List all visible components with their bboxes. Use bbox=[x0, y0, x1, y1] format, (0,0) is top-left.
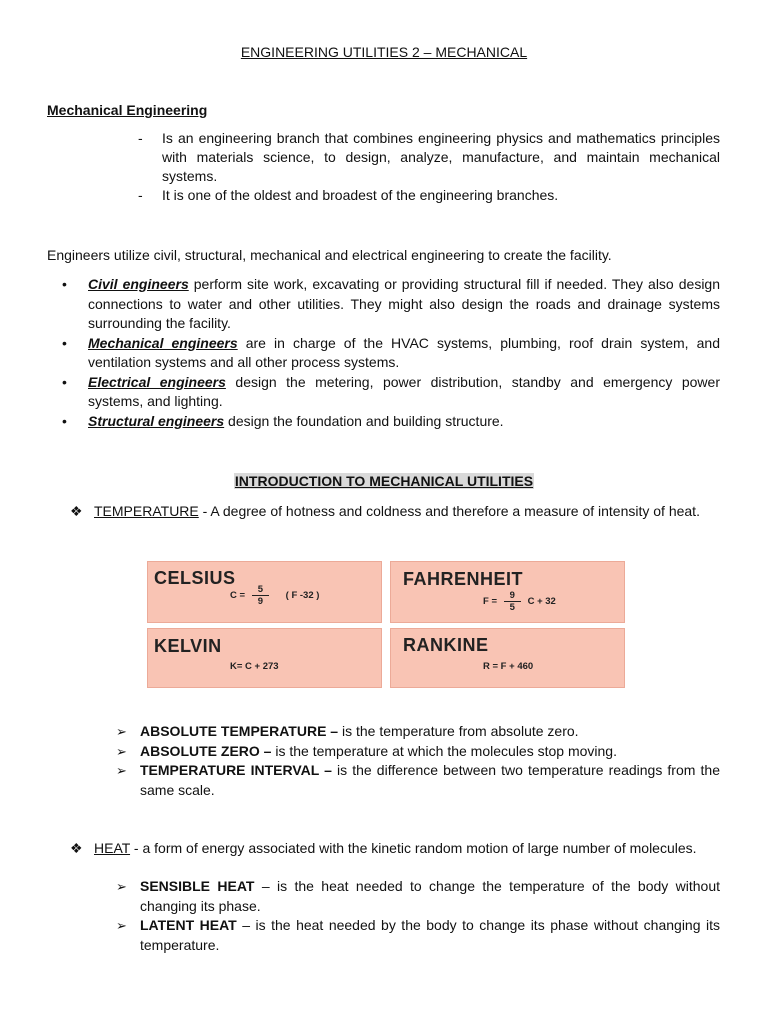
temperature-term: TEMPERATURE bbox=[94, 503, 199, 519]
dash-marker: - bbox=[138, 130, 143, 146]
heat-definition bbox=[70, 839, 720, 858]
engineers-intro: Engineers utilize civil, structural, mechanical and electrical engineering to create the facility. bbox=[47, 247, 612, 263]
diamond-bullet-icon: ❖ bbox=[70, 503, 83, 519]
arrow-bullet-icon: ➢ bbox=[116, 743, 127, 759]
term-text: is the difference between two temperature readings from the same scale. bbox=[140, 762, 720, 798]
definition-text: It is one of the oldest and broadest of the engineering branches. bbox=[162, 187, 559, 203]
list-item bbox=[116, 916, 720, 955]
temperature-terms-list bbox=[116, 722, 720, 800]
list-item bbox=[116, 742, 720, 762]
role-term: Structural engineers bbox=[88, 412, 225, 429]
term-label: SENSIBLE HEAT bbox=[140, 878, 255, 894]
rankine-label: RANKINE bbox=[403, 635, 489, 655]
list-item bbox=[116, 722, 720, 742]
arrow-bullet-icon: ➢ bbox=[116, 724, 127, 739]
bullet-icon: • bbox=[62, 276, 67, 292]
heat-terms-list bbox=[116, 877, 720, 955]
heat-term: HEAT bbox=[94, 840, 131, 856]
role-text: design the foundation and building structure. bbox=[224, 412, 504, 429]
bullet-icon: • bbox=[62, 412, 67, 429]
document-title: ENGINEERING UTILITIES 2 – MECHANICAL bbox=[240, 44, 528, 60]
role-term: Mechanical engineers bbox=[88, 334, 238, 351]
list-item bbox=[62, 412, 720, 432]
engineer-roles-list bbox=[62, 275, 720, 431]
fahrenheit-box bbox=[390, 561, 625, 623]
diamond-bullet-icon: ❖ bbox=[70, 840, 83, 856]
role-text: are in charge of the HVAC systems, plumbing, roof drain system, and ventilation systems and all other process systems. bbox=[88, 334, 720, 370]
arrow-bullet-icon: ➢ bbox=[116, 918, 127, 933]
role-term: Electrical engineers bbox=[88, 373, 226, 390]
celsius-formula: C = $\frac{5}{9}$ ( F -32 ) bbox=[230, 584, 320, 607]
list-item bbox=[62, 373, 720, 412]
bullet-icon: • bbox=[62, 373, 67, 390]
list-item bbox=[62, 334, 720, 373]
heat-text: - a form of energy associated with the kinetic random motion of large number of molecules. bbox=[130, 840, 697, 856]
list-item bbox=[138, 186, 720, 205]
role-text: perform site work, excavating or providing structural fill if needed. They also design connections to water and other utilities. They might also design the roads and drainage systems surrounding the facility. bbox=[88, 276, 720, 331]
term-label: TEMPERATURE INTERVAL – bbox=[140, 762, 332, 778]
celsius-box bbox=[147, 561, 382, 623]
bullet-icon: • bbox=[62, 334, 67, 351]
term-label: ABSOLUTE TEMPERATURE – bbox=[140, 723, 339, 739]
list-item bbox=[116, 877, 720, 916]
list-item bbox=[116, 761, 720, 800]
mechanical-engineering-heading: Mechanical Engineering bbox=[47, 102, 208, 118]
temperature-text: - A degree of hotness and coldness and therefore a measure of intensity of heat. bbox=[198, 503, 700, 519]
term-text: is the temperature at which the molecules stop moving. bbox=[271, 742, 617, 759]
term-text: – is the heat needed by the body to change its phase without changing its temperature. bbox=[140, 917, 720, 953]
fahrenheit-label: FAHRENHEIT bbox=[403, 569, 524, 589]
term-label: LATENT HEAT bbox=[140, 917, 237, 933]
kelvin-formula: K= C + 273 bbox=[230, 661, 279, 672]
kelvin-box bbox=[147, 628, 382, 688]
term-label: ABSOLUTE ZERO – bbox=[140, 742, 272, 759]
rankine-box bbox=[390, 628, 625, 688]
dash-marker: - bbox=[138, 187, 143, 203]
list-item bbox=[62, 275, 720, 334]
fahrenheit-formula: F = $\frac{9}{5}$ C + 32 bbox=[483, 590, 556, 613]
role-term: Civil engineers bbox=[88, 276, 189, 292]
arrow-bullet-icon: ➢ bbox=[116, 763, 127, 778]
arrow-bullet-icon: ➢ bbox=[116, 879, 127, 894]
list-item bbox=[138, 129, 720, 186]
term-text: – is the heat needed to change the temperature of the body without changing its phase. bbox=[140, 878, 721, 914]
celsius-label: CELSIUS bbox=[154, 568, 236, 588]
definition-list bbox=[138, 129, 720, 205]
temperature-definition bbox=[70, 502, 720, 521]
term-text: is the temperature from absolute zero. bbox=[338, 723, 579, 739]
role-text: design the metering, power distribution, standby and emergency power systems, and lighting. bbox=[88, 373, 720, 409]
rankine-formula: R = F + 460 bbox=[483, 661, 534, 672]
section-title: INTRODUCTION TO MECHANICAL UTILITIES bbox=[234, 473, 534, 489]
definition-text: Is an engineering branch that combines engineering physics and mathematics principles with materials science, to design, analyze, manufacture, and maintain mechanical systems. bbox=[162, 130, 720, 184]
kelvin-label: KELVIN bbox=[154, 636, 222, 656]
